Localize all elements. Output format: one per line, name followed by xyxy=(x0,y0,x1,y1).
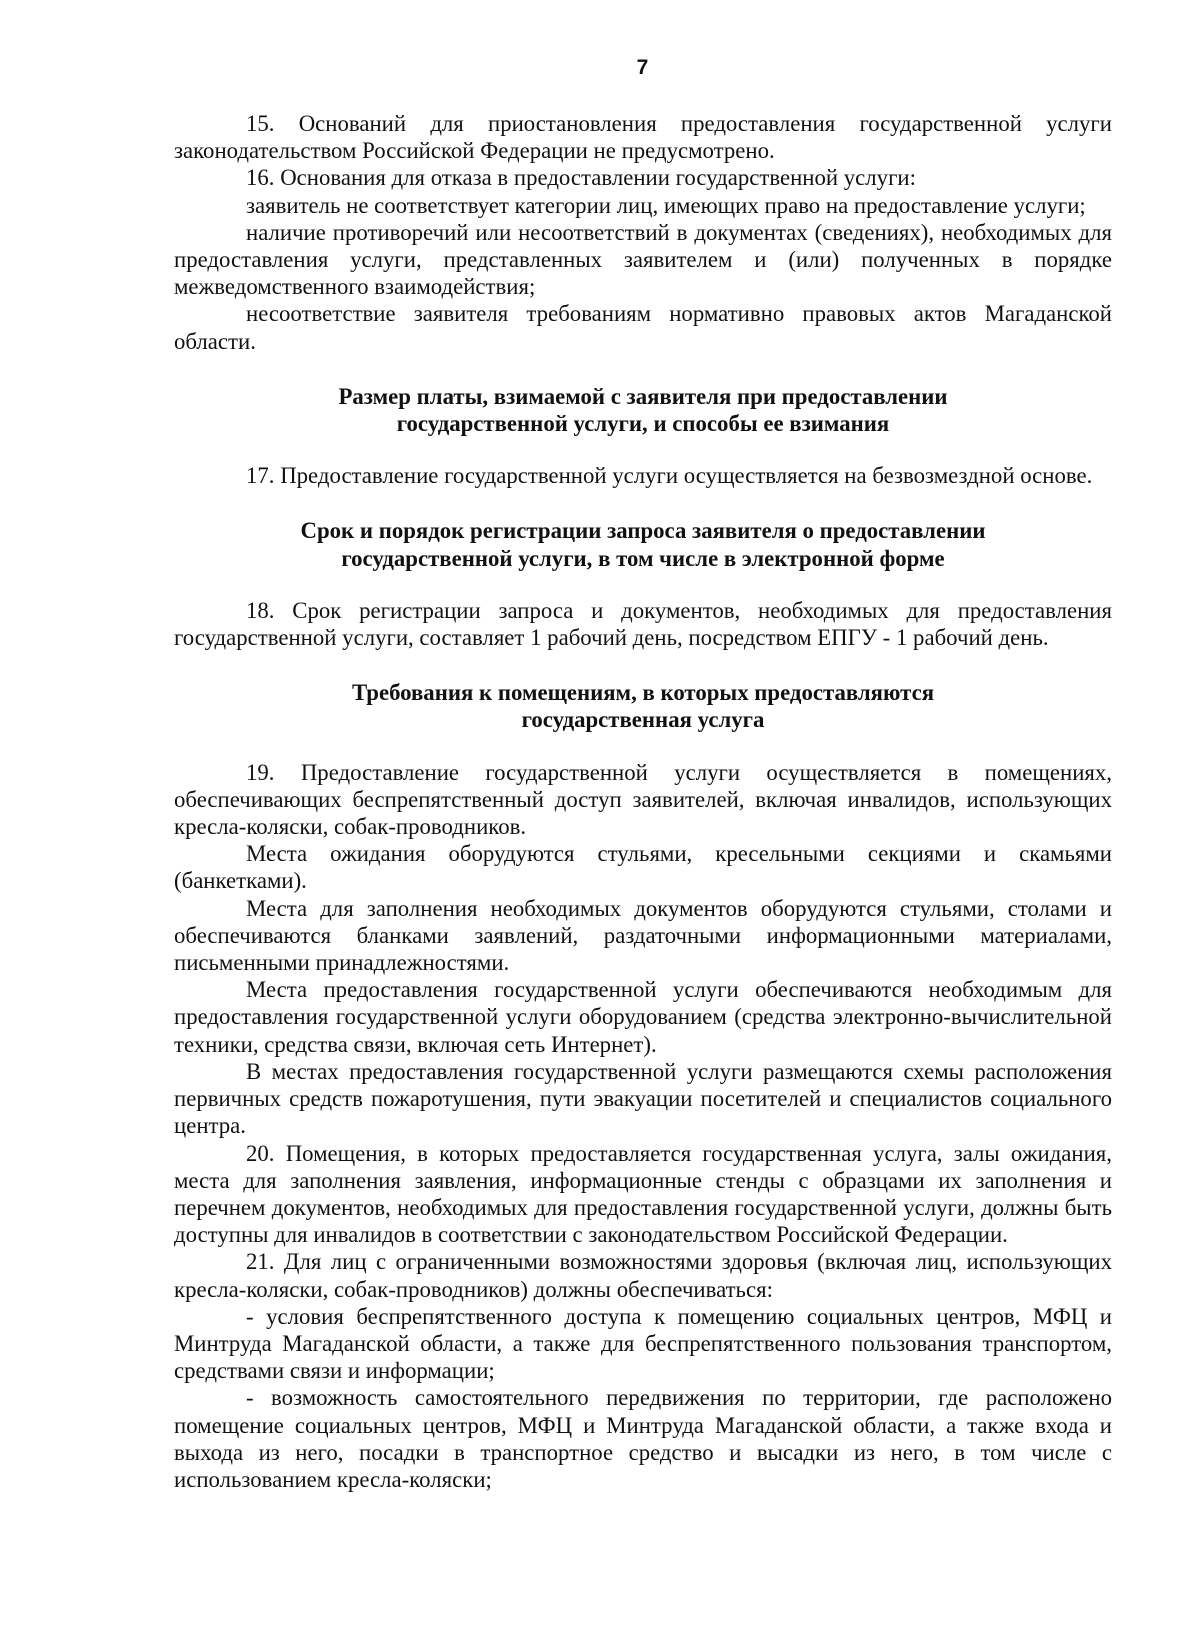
section-heading-registration-line-2: государственной услуги, в том числе в электронной форме xyxy=(341,545,945,571)
paragraph-19: 19. Предоставление государственной услуги осуществляется в помещениях, обеспечивающих беспрепятственный доступ заявителей, включая инвалидов, использующих кресла-коляски, собак-проводников. xyxy=(174,759,1112,840)
paragraph-17: 17. Предоставление государственной услуги осуществляется на безвозмездной основе. xyxy=(246,463,1093,489)
paragraph-16: 16. Основания для отказа в предоставлении государственной услуги: xyxy=(246,165,916,191)
paragraph-19-waiting-areas: Места ожидания оборудуются стульями, кресельными секциями и скамьями (банкетками). xyxy=(174,841,1112,894)
section-heading-premises-line-2: государственная услуга xyxy=(521,707,765,733)
section-heading-premises-line-1: Требования к помещениям, в которых предоставляются xyxy=(351,680,935,706)
paragraph-18: 18. Срок регистрации запроса и документов, необходимых для предоставления государственной услуги, составляет 1 рабочий день, посредством ЕПГУ - 1 рабочий день. xyxy=(174,597,1112,651)
section-heading-fee-line-2: государственной услуги, и способы ее взимания xyxy=(396,411,890,437)
section-heading-premises xyxy=(174,679,1112,733)
paragraph-16-item-2: наличие противоречий или несоответствий в документах (сведениях), необходимых для предоставления услуги, представленных заявителем и (или) полученных в порядке межведомственного взаимодействия; xyxy=(174,219,1112,300)
paragraph-20: 20. Помещения, в которых предоставляется государственная услуга, залы ожидания, места для заполнения заявления, информационные стенды с образцами их заполнения и перечнем документов, необходимых для предоставления государственной услуги, должны быть доступны для инвалидов в соответствии с законодательством Российской Федерации. xyxy=(174,1140,1112,1248)
paragraph-19-fire-safety: В местах предоставления государственной услуги размещаются схемы расположения первичных средств пожаротушения, пути эвакуации посетителей и специалистов социального центра. xyxy=(174,1058,1112,1139)
section-heading-fee-line-1: Размер платы, взимаемой с заявителя при предоставлении xyxy=(338,383,948,409)
page-number: 7 xyxy=(636,56,649,79)
section-heading-fee xyxy=(174,383,1112,437)
paragraph-19-equipment: Места предоставления государственной услуги обеспечиваются необходимым для предоставления государственной услуги оборудованием (средства электронно-вычислительной техники, средства связи, включая сеть Интернет). xyxy=(174,977,1112,1057)
paragraph-16-item-1: заявитель не соответствует категории лиц, имеющих право на предоставление услуги; xyxy=(246,192,1086,218)
section-heading-registration-line-1: Срок и порядок регистрации запроса заявителя о предоставлении xyxy=(300,518,986,544)
paragraph-15: 15. Оснований для приостановления предоставления государственной услуги законодательством Российской Федерации не предусмотрено. xyxy=(174,111,1112,164)
document-body xyxy=(174,110,1112,1493)
paragraph-21-item-1: - условия беспрепятственного доступа к помещению социальных центров, МФЦ и Минтруда Магаданской области, а также для беспрепятственного пользования транспортом, средствами связи и информации; xyxy=(174,1303,1112,1384)
paragraph-19-filling-areas: Места для заполнения необходимых документов оборудуются стульями, столами и обеспечиваются бланками заявлений, раздаточными информационными материалами, письменными принадлежностями. xyxy=(174,895,1112,976)
paragraph-16-item-3: несоответствие заявителя требованиям нормативно правовых актов Магаданской области. xyxy=(174,301,1112,354)
paragraph-21: 21. Для лиц с ограниченными возможностями здоровья (включая лиц, использующих кресла-коляски, собак-проводников) должны обеспечиваться: xyxy=(174,1249,1112,1302)
section-heading-registration xyxy=(174,517,1112,571)
paragraph-21-item-2: - возможность самостоятельного передвижения по территории, где расположено помещение социальных центров, МФЦ и Минтруда Магаданской области, а также входа и выхода из него, посадки в транспортное средство и высадки из него, в том числе с использованием кресла-коляски; xyxy=(174,1385,1112,1492)
